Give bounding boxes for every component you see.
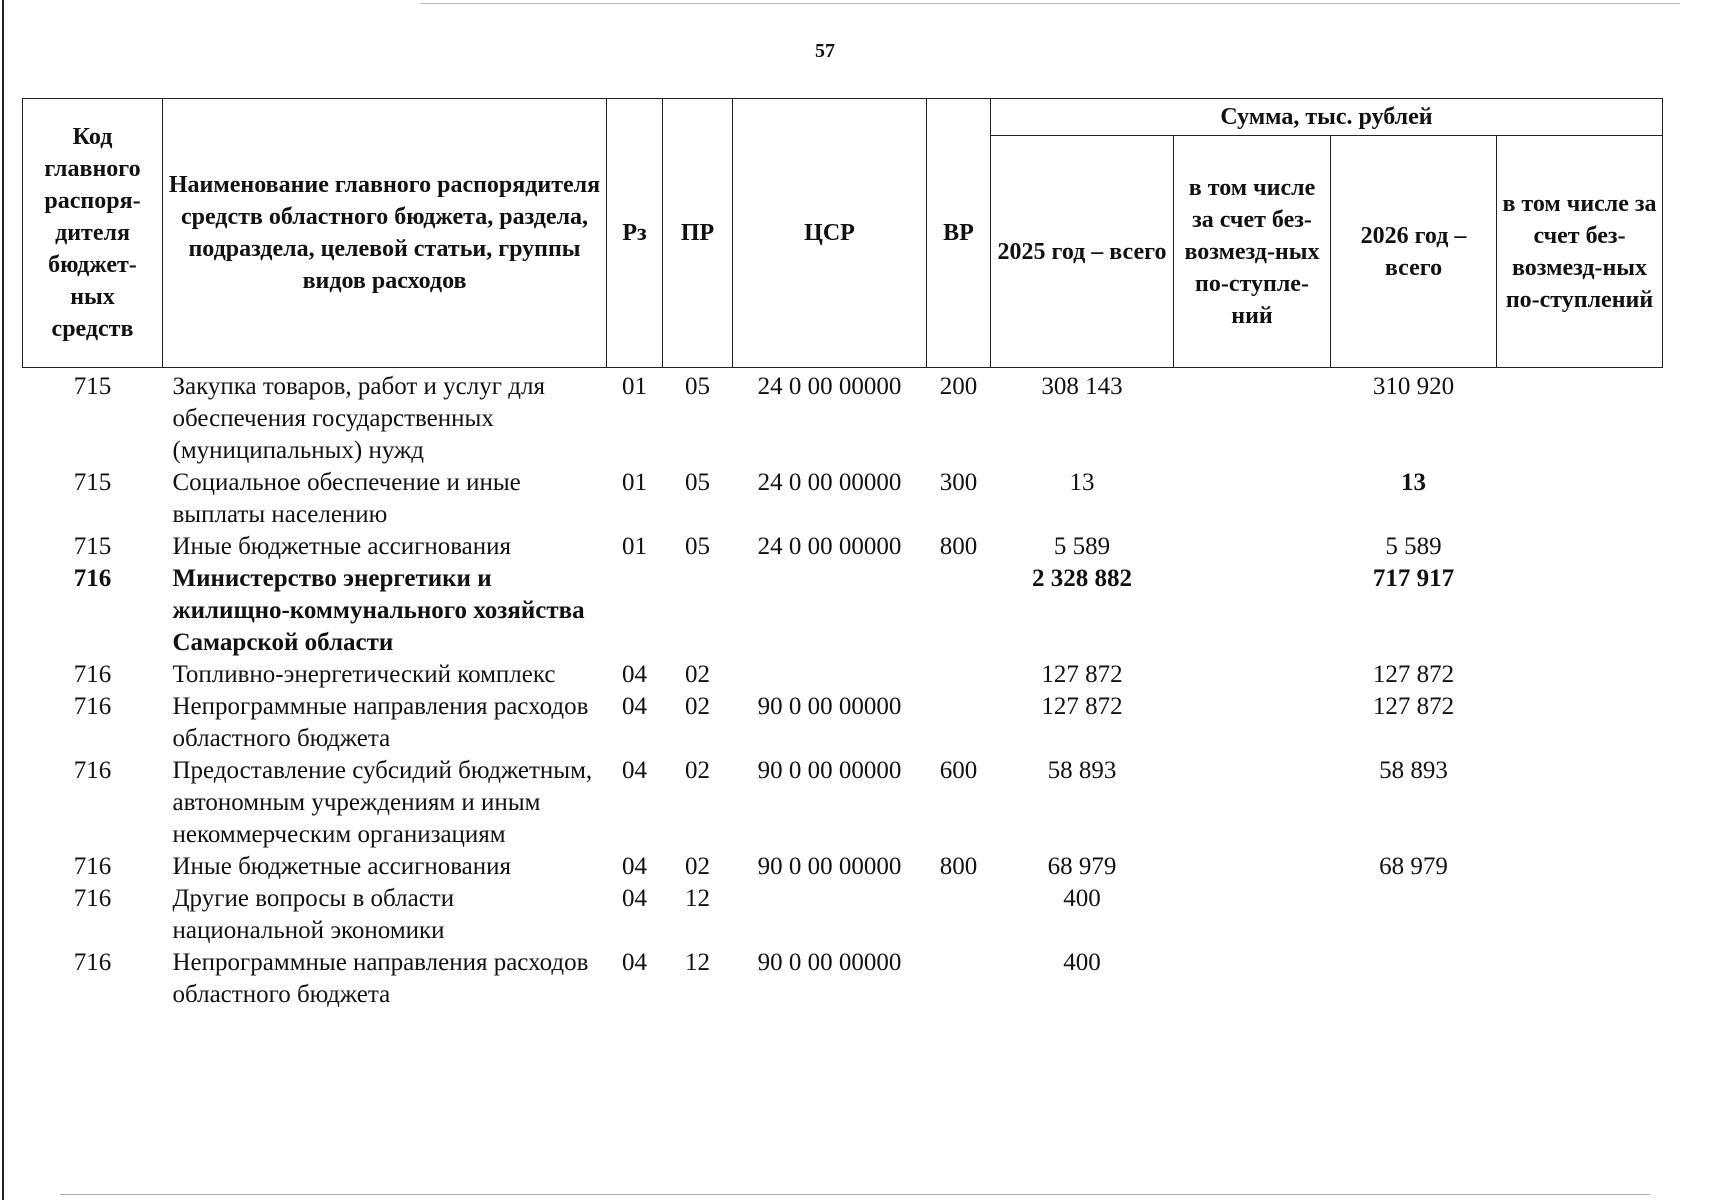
cell-vr: 800 xyxy=(939,533,978,560)
header-2025-gratuitous: в том числе за счет без-возмезд-ных по-ступле-ний xyxy=(1174,136,1331,368)
cell-vr: 600 xyxy=(939,757,978,784)
cell-rz: 04 xyxy=(622,853,647,880)
cell-pr xyxy=(663,563,733,659)
cell-name: Другие вопросы в области национальной экономики xyxy=(172,885,455,944)
table-row xyxy=(23,659,1663,691)
cell-name: Иные бюджетные ассигнования xyxy=(172,533,512,560)
table-row xyxy=(23,755,1663,851)
cell-2026-total: 68 979 xyxy=(1379,853,1448,880)
cell-code: 716 xyxy=(73,949,112,976)
cell-name: Непрограммные направления расходов областного бюджета xyxy=(172,693,589,752)
cell-2025-gratuitous xyxy=(1174,755,1331,851)
cell-code: 716 xyxy=(73,661,112,688)
cell-rz: 04 xyxy=(622,661,647,688)
cell-2026-gratuitous xyxy=(1497,659,1663,691)
top-margin-rule xyxy=(420,3,1680,4)
cell-2025-gratuitous xyxy=(1174,563,1331,659)
cell-code: 716 xyxy=(73,853,112,880)
cell-vr: 200 xyxy=(939,373,978,400)
cell-vr xyxy=(927,883,991,947)
cell-2026-gratuitous xyxy=(1497,691,1663,755)
cell-vr: 300 xyxy=(939,469,978,496)
cell-csr: 24 0 00 00000 xyxy=(757,373,902,400)
left-margin-rule xyxy=(2,0,4,1200)
cell-rz: 04 xyxy=(622,757,647,784)
bottom-margin-rule xyxy=(60,1194,1650,1195)
cell-2025-gratuitous xyxy=(1174,467,1331,531)
table-body xyxy=(23,368,1663,1012)
cell-2025-gratuitous xyxy=(1174,691,1331,755)
cell-vr xyxy=(927,659,991,691)
cell-2026-gratuitous xyxy=(1497,883,1663,947)
cell-2025-total: 5 589 xyxy=(1053,533,1111,560)
table-row xyxy=(23,531,1663,563)
cell-name: Топливно-энергетический комплекс xyxy=(172,661,556,688)
cell-rz: 04 xyxy=(622,693,647,720)
cell-2025-gratuitous xyxy=(1174,947,1331,1011)
cell-csr: 90 0 00 00000 xyxy=(757,693,902,720)
table-row xyxy=(23,851,1663,883)
cell-2026-total: 13 xyxy=(1401,469,1426,496)
table-row xyxy=(23,947,1663,1011)
header-code: Код главного распоря-дителя бюджет-ных средств xyxy=(23,99,163,368)
cell-name: Социальное обеспечение и иные выплаты населению xyxy=(172,469,521,528)
budget-table xyxy=(22,98,1663,1011)
cell-2025-gratuitous xyxy=(1174,883,1331,947)
table-row xyxy=(23,691,1663,755)
cell-code: 715 xyxy=(73,469,112,496)
cell-rz xyxy=(607,563,663,659)
cell-rz: 01 xyxy=(622,469,647,496)
cell-2025-gratuitous xyxy=(1174,368,1331,468)
cell-2026-total: 127 872 xyxy=(1372,661,1455,688)
table-row xyxy=(23,883,1663,947)
cell-2025-total: 400 xyxy=(1063,949,1101,976)
cell-2025-gratuitous xyxy=(1174,531,1331,563)
header-rz: Рз xyxy=(607,99,663,368)
cell-vr xyxy=(927,563,991,659)
cell-rz: 04 xyxy=(622,949,647,976)
header-2026-total: 2026 год – всего xyxy=(1331,136,1497,368)
cell-pr: 02 xyxy=(685,757,710,784)
cell-2026-total: 717 917 xyxy=(1372,565,1455,592)
cell-2025-total: 2 328 882 xyxy=(1032,565,1132,592)
cell-pr: 05 xyxy=(685,469,710,496)
cell-code: 716 xyxy=(73,885,112,912)
cell-2026-total xyxy=(1331,947,1497,1011)
cell-csr: 90 0 00 00000 xyxy=(757,853,902,880)
cell-csr xyxy=(733,563,927,659)
cell-2026-total: 127 872 xyxy=(1372,693,1455,720)
cell-csr: 90 0 00 00000 xyxy=(757,757,902,784)
cell-2025-total: 127 872 xyxy=(1041,661,1123,688)
cell-name: Министерство энергетики и жилищно-коммунального хозяйства Самарской области xyxy=(172,565,585,656)
cell-2025-gratuitous xyxy=(1174,851,1331,883)
cell-vr xyxy=(927,691,991,755)
header-csr: ЦСР xyxy=(733,99,927,368)
cell-name: Иные бюджетные ассигнования xyxy=(172,853,512,880)
cell-2025-total: 400 xyxy=(1063,885,1101,912)
header-name: Наименование главного распорядителя средств областного бюджета, раздела, подраздела, целевой статьи, группы видов расходов xyxy=(163,99,607,368)
cell-pr: 12 xyxy=(685,885,710,912)
cell-name: Непрограммные направления расходов областного бюджета xyxy=(172,949,589,1008)
cell-pr: 02 xyxy=(685,661,710,688)
cell-code: 715 xyxy=(73,373,112,400)
cell-csr: 90 0 00 00000 xyxy=(757,949,902,976)
cell-2026-gratuitous xyxy=(1497,755,1663,851)
cell-rz: 04 xyxy=(622,885,647,912)
cell-name: Закупка товаров, работ и услуг для обеспечения государственных (муниципальных) нужд xyxy=(172,373,545,464)
cell-code: 716 xyxy=(73,757,112,784)
cell-2026-gratuitous xyxy=(1497,851,1663,883)
cell-2025-total: 68 979 xyxy=(1047,853,1117,880)
cell-2026-gratuitous xyxy=(1497,368,1663,468)
cell-2026-gratuitous xyxy=(1497,467,1663,531)
cell-csr xyxy=(733,659,927,691)
cell-2026-total: 58 893 xyxy=(1379,757,1448,784)
cell-name: Предоставление субсидий бюджетным, автономным учреждениям и иным некоммерческим организациям xyxy=(172,757,593,848)
cell-rz: 01 xyxy=(622,373,647,400)
cell-2025-total: 127 872 xyxy=(1041,693,1123,720)
cell-2026-total xyxy=(1331,883,1497,947)
cell-code: 715 xyxy=(73,533,112,560)
cell-2026-total: 310 920 xyxy=(1372,373,1455,400)
cell-code: 716 xyxy=(73,693,112,720)
cell-vr: 800 xyxy=(939,853,978,880)
cell-2025-gratuitous xyxy=(1174,659,1331,691)
table-row xyxy=(23,368,1663,468)
cell-pr: 02 xyxy=(685,693,710,720)
cell-2025-total: 58 893 xyxy=(1047,757,1117,784)
cell-pr: 05 xyxy=(685,533,710,560)
cell-pr: 02 xyxy=(685,853,710,880)
cell-vr xyxy=(927,947,991,1011)
cell-csr: 24 0 00 00000 xyxy=(757,533,902,560)
header-vr: ВР xyxy=(927,99,991,368)
cell-2025-total: 308 143 xyxy=(1041,373,1123,400)
cell-2026-total: 5 589 xyxy=(1385,533,1442,560)
cell-rz: 01 xyxy=(622,533,647,560)
cell-pr: 12 xyxy=(685,949,710,976)
cell-2025-total: 13 xyxy=(1069,469,1095,496)
cell-csr xyxy=(733,883,927,947)
table-row xyxy=(23,467,1663,531)
header-2025-total: 2025 год – всего xyxy=(991,136,1174,368)
page-number: 57 xyxy=(815,40,835,62)
table-header xyxy=(23,99,1663,368)
cell-2026-gratuitous xyxy=(1497,531,1663,563)
cell-2026-gratuitous xyxy=(1497,947,1663,1011)
header-2026-gratuitous: в том числе за счет без-возмезд-ных по-ступлений xyxy=(1497,136,1663,368)
header-pr: ПР xyxy=(663,99,733,368)
table-row-ministry xyxy=(23,563,1663,659)
header-sum: Сумма, тыс. рублей xyxy=(991,99,1663,136)
cell-csr: 24 0 00 00000 xyxy=(757,469,902,496)
cell-pr: 05 xyxy=(685,373,710,400)
cell-2026-gratuitous xyxy=(1497,563,1663,659)
cell-code: 716 xyxy=(73,565,112,592)
